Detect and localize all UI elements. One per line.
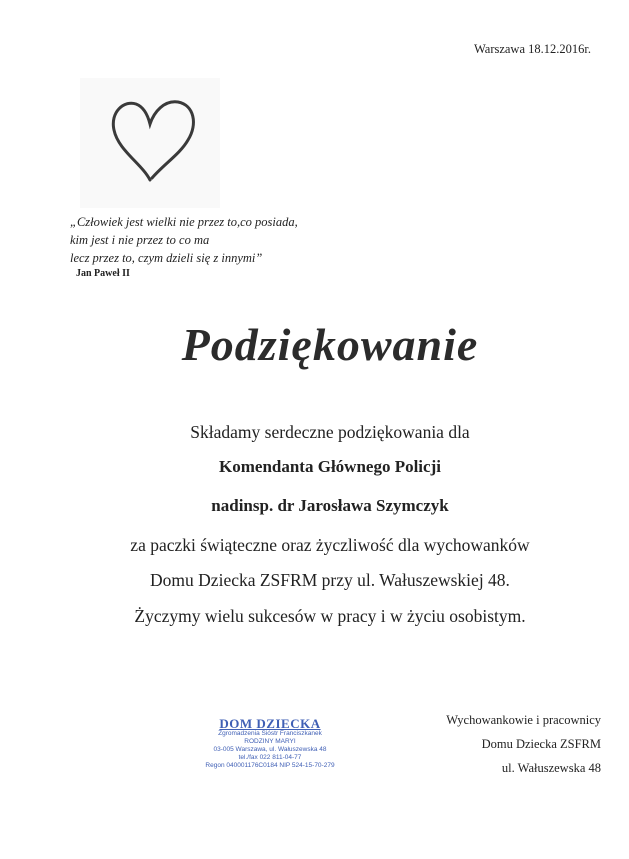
stamp-line: tel./fax 022 811-04-77 [238, 754, 302, 761]
stamp-line: Regon 040001176C0184 NIP 524-15-70-279 [205, 762, 335, 769]
body-line-5: Domu Dziecka ZSFRM przy ul. Wałuszewskiej 48. [150, 570, 510, 590]
stamp-line: RODZINY MARYI [244, 738, 296, 745]
stamp-title: DOM DZIECKA [219, 716, 321, 731]
quote-line: kim jest i nie przez to co ma [70, 233, 210, 247]
letter-title: Podziękowanie [181, 319, 479, 370]
signature-line-3: ul. Wałuszewska 48 [501, 761, 601, 775]
quote-line: „Człowiek jest wielki nie przez to,co posiada, [70, 215, 298, 229]
heart-outline-icon [102, 92, 202, 192]
recipient-name: nadinsp. dr Jarosława Szymczyk [211, 496, 449, 515]
quote-line: lecz przez to, czym dzieli się z innymi” [70, 251, 263, 265]
heart-emblem [80, 78, 220, 208]
stamp-line: Zgromadzenia Sióstr Franciszkanek [218, 730, 322, 737]
quote-author: Jan Paweł II [76, 268, 130, 279]
stamp-line: 03-005 Warszawa, ul. Wałuszewska 48 [213, 746, 327, 753]
quote-block [70, 213, 298, 267]
letter-date: Warszawa 18.12.2016r. [473, 42, 591, 56]
signature-line-2: Domu Dziecka ZSFRM [481, 737, 601, 751]
institution-stamp [195, 718, 345, 774]
recipient-title: Komendanta Głównego Policji [219, 457, 441, 476]
body-line-4: za paczki świąteczne oraz życzliwość dla wychowanków [130, 535, 530, 555]
signature-block [446, 708, 601, 780]
body-line-6: Życzymy wielu sukcesów w pracy i w życiu osobistym. [134, 606, 526, 626]
signature-line-1: Wychowankowie i pracownicy [446, 713, 601, 727]
body-line-1: Składamy serdeczne podziękowania dla [190, 422, 470, 442]
